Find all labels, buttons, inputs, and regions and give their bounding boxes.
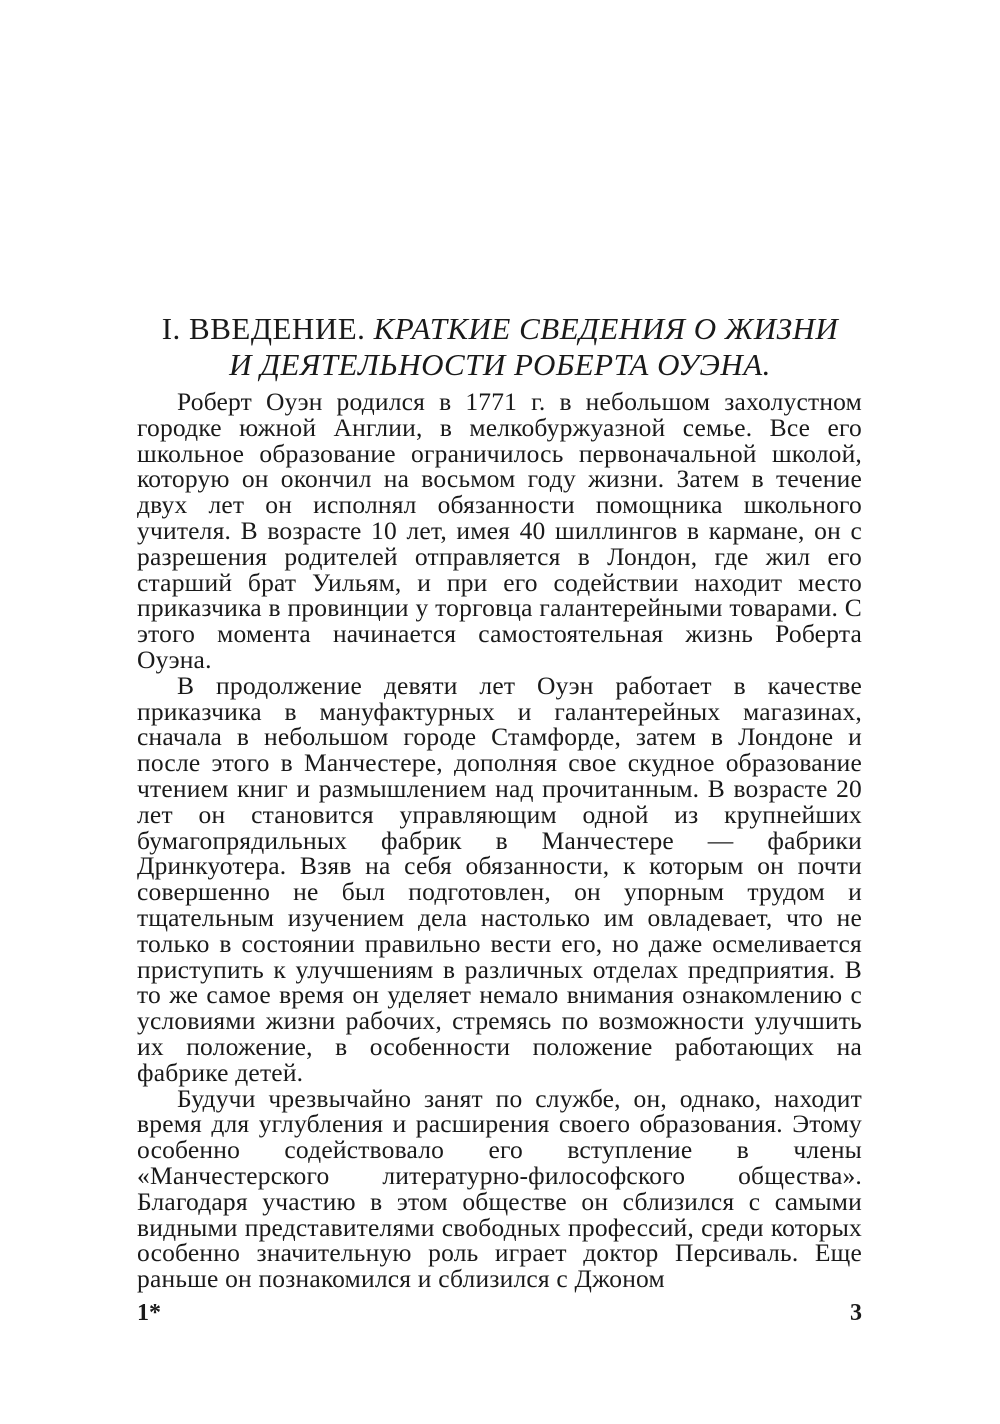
paragraph-1: Роберт Оуэн родился в 1771 г. в небольшом захолустном городке южной Англии, в мелкобуржуазной семье. Все его школьное образование ограничилось первоначальной школой, которую он окончил на восьмом году жизни. Затем в течение двух лет он исполнял обязанности помощника школьного учителя. В возрасте 10 лет, имея 40 шиллингов в кармане, он с разрешения родителей отправляется в Лондон, где жил его старший брат Уильям, и при его содействии находит место приказчика в провинции у торговца галантерейными товарами. С этого момента начинается самостоятельная жизнь Роберта Оуэна. (137, 387, 862, 674)
printer-signature-mark: 1* (137, 1300, 161, 1326)
page-footer (137, 1300, 862, 1330)
page-number: 3 (850, 1300, 862, 1326)
body-text (137, 389, 862, 1292)
chapter-heading (140, 311, 860, 383)
chapter-number: I. ВВЕДЕНИЕ. (161, 311, 366, 346)
paragraph-2: В продолжение девяти лет Оуэн работает в качестве приказчика в мануфактурных и галантерейных магазинах, сначала в небольшом городе Стамфорде, затем в Лондоне и после этого в Манчестере, дополняя свое скудное образование чтением книг и размышлением над прочитанным. В возрасте 20 лет он становится управляющим одной из крупнейших бумагопрядильных фабрик в Манчестере — фабрики Дринкуотера. Взяв на себя обязанности, к которым он почти совершенно не был подготовлен, он упорным трудом и тщательным изучением дела настолько им овладевает, что не только в состоянии правильно вести его, но даже осмеливается приступить к улучшениям в различных отделах предприятия. В то же самое время он уделяет немало внимания ознакомлению с условиями жизни рабочих, стремясь по возможности улучшить их положение, в особенности положение работающих на фабрике детей. (137, 670, 862, 1087)
chapter-title-line-2: И ДЕЯТЕЛЬНОСТИ РОБЕРТА ОУЭНА. (229, 347, 771, 382)
chapter-title-line-1: КРАТКИЕ СВЕДЕНИЯ О ЖИЗНИ (373, 311, 839, 346)
paragraph-3: Будучи чрезвычайно занят по службе, он, однако, находит время для углубления и расширения своего образования. Этому особенно содействовало его вступление в члены «Манчестерского литературно-философского общества». Благодаря участию в этом обществе он сблизился с самыми видными представителями свободных профессий, среди которых особенно значительную роль играет доктор Персиваль. Еще раньше он познакомился и сблизился с Джоном (137, 1083, 862, 1294)
